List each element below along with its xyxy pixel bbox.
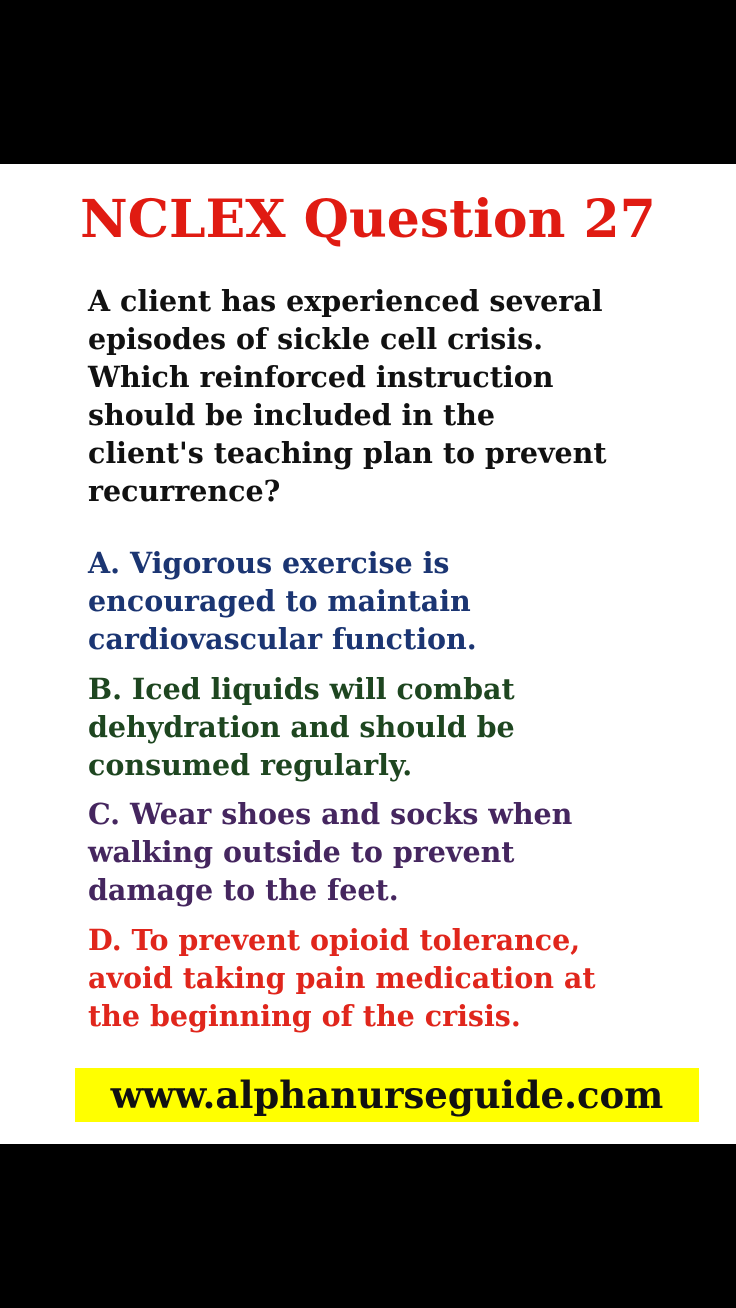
option-line: cardiovascular function. (88, 622, 477, 656)
option-line: the beginning of the crisis. (88, 999, 521, 1033)
question-line: client's teaching plan to prevent (88, 436, 607, 470)
page-title: NCLEX Question 27 (80, 189, 656, 250)
option-line: avoid taking pain medication at (88, 961, 596, 995)
option-a (88, 544, 708, 658)
top-black-bar (0, 0, 736, 164)
question-line: recurrence? (88, 474, 281, 508)
option-line: A. Vigorous exercise is (88, 546, 450, 580)
question-line: episodes of sickle cell crisis. (88, 322, 544, 356)
question-line: A client has experienced several (88, 284, 603, 318)
question-card (0, 164, 736, 1144)
option-line: damage to the feet. (88, 873, 399, 907)
option-line: C. Wear shoes and socks when (88, 797, 573, 831)
option-line: B. Iced liquids will combat (88, 672, 515, 706)
option-c (88, 795, 708, 909)
website-url: www.alphanurseguide.com (75, 1068, 699, 1122)
option-line: walking outside to prevent (88, 835, 515, 869)
option-d (88, 921, 708, 1035)
option-line: dehydration and should be (88, 710, 515, 744)
question-line: Which reinforced instruction (88, 360, 554, 394)
option-b (88, 670, 708, 784)
question-text (88, 282, 698, 510)
option-line: consumed regularly. (88, 748, 413, 782)
question-line: should be included in the (88, 398, 496, 432)
option-line: encouraged to maintain (88, 584, 471, 618)
option-line: D. To prevent opioid tolerance, (88, 923, 581, 957)
bottom-black-bar (0, 1144, 736, 1308)
